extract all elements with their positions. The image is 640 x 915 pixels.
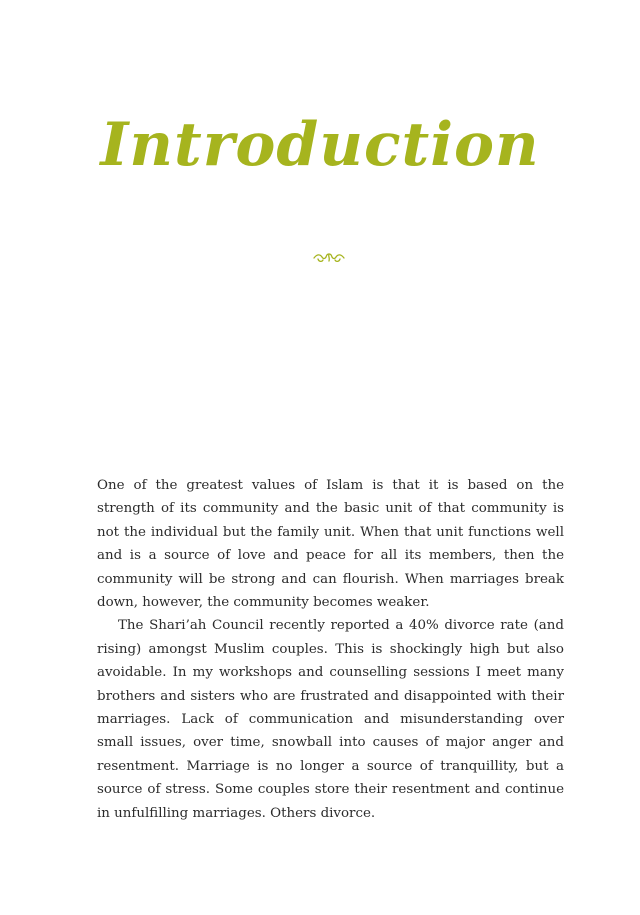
floral-divider-icon	[313, 250, 345, 264]
chapter-title: Introduction	[100, 110, 540, 180]
paragraph-2: The Shari’ah Council recently reported a 40% divorce rate (and rising) amongst Muslim couples. This is shockingly high but also avoidable. In my workshops and counselling sessions I meet many brothers and sisters who are frustrated and disappointed with their marriages. Lack of communication and misunderstanding over small issues, over time, snowball into causes of major anger and resentment. Marriage is no longer a source of tranquillity, but a source of stress. Some couples store their resentment and continue in unfulfilling marriages. Others divorce.	[97, 618, 564, 821]
paragraph-1: One of the greatest values of Islam is that it is based on the strength of its community and the basic unit of that community is not the individual but the family unit. When that unit functions well and is a source of love and peace for all its members, then the community will be strong and can flourish. When marriages break down, however, the community becomes weaker.	[97, 478, 564, 611]
body-text	[97, 474, 564, 825]
